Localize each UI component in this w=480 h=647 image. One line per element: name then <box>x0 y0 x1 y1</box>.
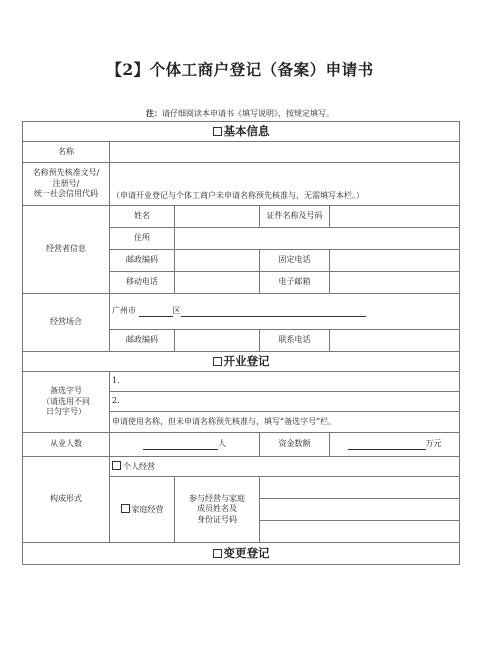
id-document-label: 证件名称及号码 <box>260 206 330 228</box>
staff-count-field[interactable] <box>110 433 260 457</box>
family-members-label <box>175 477 260 543</box>
note-text: 请仔细阅读本申请书《填写说明》，按规定填写。 <box>162 109 334 118</box>
name-label: 名称 <box>23 142 110 163</box>
family-members-line1: 参与经营与家庭 <box>189 493 245 503</box>
checkbox-basic-info[interactable] <box>213 127 222 136</box>
premises-postcode-field[interactable] <box>175 330 260 352</box>
capital-amount-label: 资金数额 <box>260 433 330 457</box>
family-member-2-field[interactable] <box>260 499 460 521</box>
postcode-field[interactable] <box>175 250 260 272</box>
application-form-table <box>22 121 460 565</box>
alternative-names-note: 申请使用名称，但未申请名称预先核准与，填写“备选字号”栏。 <box>110 412 460 433</box>
family-member-1-field[interactable] <box>260 477 460 499</box>
alt-names-line1: 备选字号 <box>50 386 82 396</box>
mobile-label: 移动电话 <box>110 272 175 294</box>
operator-name-field[interactable] <box>175 206 260 228</box>
reg-no-label-line2: 注册号/ <box>52 178 80 188</box>
alternative-name-2-field[interactable] <box>110 392 460 412</box>
district-label: 区 <box>172 306 181 316</box>
individual-business-option[interactable] <box>110 457 460 477</box>
email-field[interactable] <box>330 272 460 294</box>
staff-count-unit: 人 <box>218 439 226 449</box>
section-opening-registration <box>23 352 460 372</box>
family-business-option[interactable] <box>110 477 175 543</box>
contact-phone-label: 联系电话 <box>260 330 330 352</box>
premises-postcode-label: 邮政编码 <box>110 330 175 352</box>
district-blank[interactable] <box>139 316 173 317</box>
capital-amount-unit: 万元 <box>425 439 442 449</box>
postcode-label: 邮政编码 <box>110 250 175 272</box>
family-members-line3: 身份证号码 <box>197 514 237 524</box>
address-blank[interactable] <box>181 316 366 317</box>
section-basic-info-label: 基本信息 <box>223 124 270 139</box>
landline-label: 固定电话 <box>260 250 330 272</box>
note-prefix: 注： <box>146 108 162 118</box>
reg-no-label-line1: 名称预先核准文号/ <box>32 168 100 178</box>
family-members-line2: 成员姓名及 <box>197 504 237 514</box>
registration-number-label <box>23 163 110 206</box>
checkbox-family[interactable] <box>121 504 130 513</box>
checkbox-opening-registration[interactable] <box>213 357 222 366</box>
premises-label: 经营场合 <box>23 294 110 352</box>
checkbox-change-registration[interactable] <box>213 549 222 558</box>
section-basic-info <box>23 122 460 142</box>
section-change-label: 变更登记 <box>223 546 270 561</box>
registration-number-note: （申请开业登记与个体工商户未申请名称预先核准与，无需填写本栏。） <box>112 190 364 200</box>
individual-label: 个人经营 <box>123 461 155 471</box>
city-label: 广州市 <box>112 306 136 316</box>
reg-no-label-line3: 统一社会信用代码 <box>34 189 98 199</box>
section-change-registration <box>23 543 460 565</box>
alternative-names-label <box>23 372 110 433</box>
alternative-name-1-field[interactable] <box>110 372 460 392</box>
staff-count-label: 从业人数 <box>23 433 110 457</box>
option-2-marker: 2. <box>112 396 120 406</box>
residence-field[interactable] <box>175 228 460 250</box>
landline-field[interactable] <box>330 250 460 272</box>
capital-amount-field[interactable] <box>330 433 460 457</box>
alt-names-line3: 日匀字号） <box>46 407 86 417</box>
alt-names-line2: （请选用不同 <box>42 396 90 406</box>
residence-label: 住所 <box>110 228 175 250</box>
mobile-field[interactable] <box>175 272 260 294</box>
operator-name-label: 姓名 <box>110 206 175 228</box>
checkbox-individual[interactable] <box>112 461 121 470</box>
section-opening-label: 开业登记 <box>223 354 270 369</box>
contact-phone-field[interactable] <box>330 330 460 352</box>
capital-amount-blank[interactable] <box>348 449 426 450</box>
id-document-field[interactable] <box>330 206 460 228</box>
business-form-label: 构成形式 <box>23 457 110 543</box>
email-label: 电子邮箱 <box>260 272 330 294</box>
family-member-3-field[interactable] <box>260 521 460 543</box>
option-1-marker: 1. <box>112 376 120 386</box>
operator-info-label: 经营者信息 <box>23 206 110 294</box>
fill-instruction-note <box>0 108 480 119</box>
document-title: 【2】个体工商户登记（备案）申请书 <box>106 60 374 79</box>
registration-number-field[interactable] <box>110 163 460 206</box>
family-label: 家庭经营 <box>131 504 164 514</box>
staff-count-blank[interactable] <box>143 449 218 450</box>
name-field[interactable] <box>110 142 460 163</box>
premises-address-field[interactable] <box>110 294 460 330</box>
